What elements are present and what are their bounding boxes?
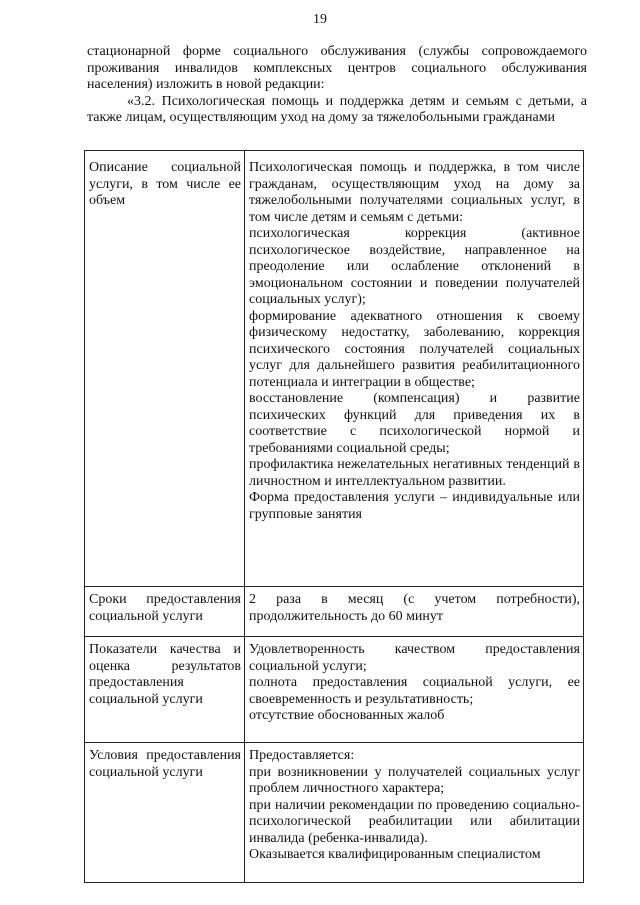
table-row-description [85, 151, 584, 587]
description-line: профилактика нежелательных негативных тенденций в личностном и интеллектуальном развитии. [249, 457, 580, 489]
row-value-quality [245, 637, 584, 743]
row-value-conditions [245, 743, 584, 883]
quality-line: отсутствие обоснованных жалоб [249, 708, 445, 723]
description-line: Психологическая помощь и поддержка, в том числе гражданам, осуществляющим уход на дому за тяжелобольными получателями социальных услуг, в том числе детям и семьям с детьми: [249, 160, 580, 225]
quality-line: полнота предоставления социальной услуги, ее своевременность и результативность; [249, 675, 580, 707]
conditions-line: при наличии рекомендации по проведению социально-психологической реабилитации или абилитации инвалида (ребенка-инвалида). [249, 797, 580, 846]
table-row-quality [85, 637, 584, 743]
terms-line: 2 раза в месяц (с учетом потребности), продолжительность до 60 минут [249, 592, 580, 624]
intro-paragraph-1: стационарной форме социального обслуживания (службы сопровождаемого проживания инвалидов комплексных центров социального обслуживания населения) изложить в новой редакции: [87, 44, 587, 92]
description-line: психологическая коррекция (активное психологическое воздействие, направленное на преодоление или ослабление отклонений в эмоциональном состоянии и поведении получателей социальных услуг); [249, 226, 580, 307]
quality-line: Удовлетворенность качеством предоставления социальной услуги; [249, 642, 580, 674]
intro-text [87, 44, 587, 127]
row-label-quality: Показатели качества и оценка результатов предоставления социальной услуги [85, 637, 245, 743]
intro-paragraph-2: «3.2. Психологическая помощь и поддержка детям и семьям с детьми, а также лицам, осуществляющим уход на дому за тяжелобольными гражданами [87, 93, 587, 125]
description-line: формирование адекватного отношения к своему физическому недостатку, заболеванию, коррекция психического состояния получателей социальных услуг для дальнейшего развития реабилитационного потенциала и интеграции в обществе; [249, 308, 580, 390]
row-value-terms [245, 587, 584, 637]
service-table [84, 150, 584, 883]
conditions-line: Оказывается квалифицированным специалистом [249, 847, 541, 862]
description-line: Форма предоставления услуги – индивидуальные или групповые занятия [249, 490, 580, 522]
row-label-terms: Сроки предоставления социальной услуги [85, 587, 245, 637]
table-row-conditions [85, 743, 584, 883]
description-line: восстановление (компенсация) и развитие психических функций для приведения их в соответствие с психологической нормой и требованиями социальной среды; [249, 391, 580, 456]
conditions-line: Предоставляется: [249, 748, 355, 763]
row-value-description [245, 151, 584, 587]
page-number: 19 [313, 12, 327, 27]
table-row-terms [85, 587, 584, 637]
row-label-description: Описание социальной услуги, в том числе ее объем [85, 151, 245, 587]
conditions-line: при возникновении у получателей социальных услуг проблем личностного характера; [249, 764, 580, 796]
row-label-conditions: Условия предоставления социальной услуги [85, 743, 245, 883]
